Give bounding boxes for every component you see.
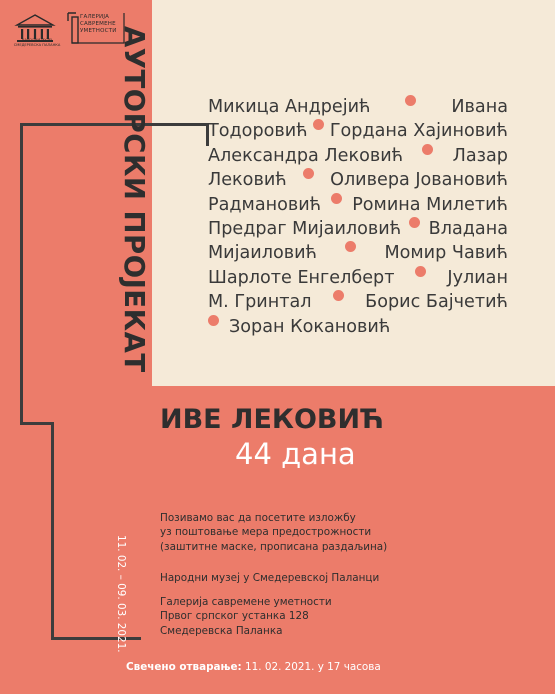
bullet-icon (333, 290, 344, 301)
names-line: Тодоровић Гордана Хајиновић (208, 121, 508, 142)
bullet-icon (208, 315, 219, 326)
frame-line (20, 123, 209, 126)
frame-line (51, 422, 54, 640)
bullet-icon (415, 266, 426, 277)
names-line: М. Гринтал Борис Бајчетић (208, 292, 508, 313)
bullet-icon (331, 193, 342, 204)
names-line: Александра Лековић Лазар (208, 145, 508, 166)
gallery-logo-text: ГАЛЕРИЈА САВРЕМЕНЕ УМЕТНОСТИ (80, 14, 117, 34)
frame-line (20, 422, 54, 425)
bullet-icon (303, 168, 314, 179)
names-line: Шарлоте Енгелберт Јулиан (208, 267, 508, 288)
exhibition-dates: 11. 02. – 09. 03. 2021. (115, 535, 127, 653)
opening-value: 11. 02. 2021. у 17 часова (245, 661, 381, 673)
bullet-icon (422, 144, 433, 155)
opening-label: Свечено отварање: (126, 661, 242, 673)
author-name: ИВЕ ЛЕКОВИЋ (160, 404, 384, 435)
bullet-icon (313, 119, 324, 130)
museum-name: Народни музеј у Смедеревској Паланци (160, 572, 380, 584)
bullet-icon (345, 241, 356, 252)
bullet-icon (405, 95, 416, 106)
gallery-address: Галерија савремене уметности Првог српског устанка 128 Смедеревска Паланка (160, 596, 332, 637)
names-line: Зоран Кокановић (208, 315, 508, 339)
names-line: Лековић Оливера Јовановић (208, 170, 508, 191)
bullet-icon (409, 217, 420, 228)
names-line: Мијаиловић Момир Чавић (208, 243, 508, 264)
vertical-title: АУТОРСКИ ПРОЈЕКАТ (118, 26, 150, 373)
frame-line (20, 123, 23, 425)
invitation-text: Позивамо вас да посетите изложбу уз поштовање мера предострожности (заштитне маске, прописана раздаљина) (160, 512, 388, 553)
names-line: Радмановић Ромина Милетић (208, 194, 508, 215)
exhibition-subtitle: 44 дана (235, 437, 356, 471)
museum-logo-caption: НАРОДНИ МУЗЕЈ СМЕДЕРЕВСКА ПАЛАНКА (13, 38, 61, 47)
participants-list (208, 95, 508, 339)
opening-info (126, 661, 381, 673)
names-line: Микица Андрејић Ивана (208, 97, 508, 117)
frame-line (51, 637, 141, 640)
names-line: Предраг Мијаиловић Владана (208, 219, 508, 240)
